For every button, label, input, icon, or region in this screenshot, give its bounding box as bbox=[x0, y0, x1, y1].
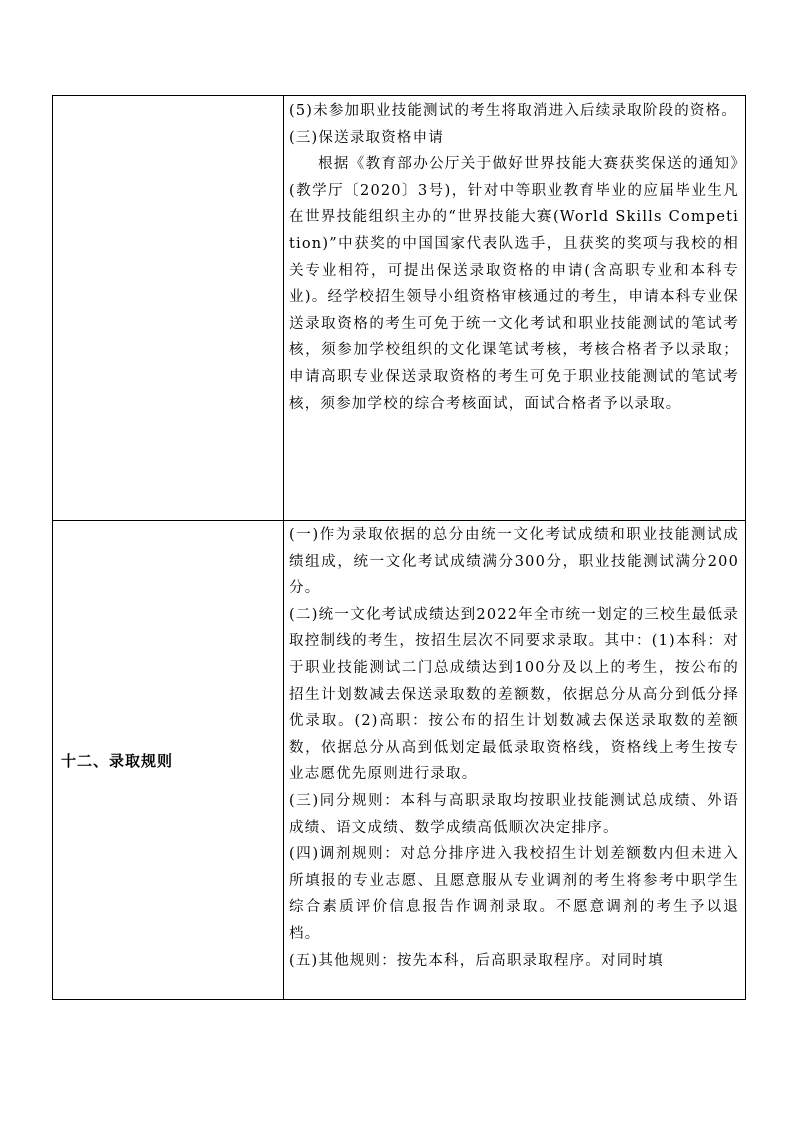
paragraph-recommendation-body: 根据《教育部办公厅关于做好世界技能大赛获奖保送的通知》(教学厅〔2020〕3号)，针对中等职业教育毕业的应届毕业生凡在世界技能组织主办的“世界技能大赛(World Skills Competition)”中获奖的中国国家代表队选手，且获奖的奖项与我校的相关专业相符，可提出保送录取资格的申请(含高职专业和本科专业)。经学校招生领导小组资格审核通过的考生，申请本科专业保送录取资格的考生可免于统一文化考试和职业技能测试的笔试考核，须参加学校组织的文化课笔试考核，考核合格者予以录取；申请高职专业保送录取资格的考生可免于职业技能测试的笔试考核，须参加学校的综合考核面试，面试合格者予以录取。 bbox=[289, 156, 739, 412]
row-label-cell bbox=[53, 96, 284, 521]
paragraph-recommendation-heading: (三)保送录取资格申请 bbox=[289, 129, 445, 146]
table-row bbox=[53, 521, 746, 1000]
paragraph-tie-rule: (三)同分规则：本科与高职录取均按职业技能测试总成绩、外语成绩、语文成绩、数学成绩高低顺次决定排序。 bbox=[289, 792, 739, 836]
admission-rules-table bbox=[52, 95, 746, 1000]
row-label-cell bbox=[53, 521, 284, 1000]
paragraph-other-rules: (五)其他规则：按先本科，后高职录取程序。对同时填 bbox=[289, 952, 664, 969]
paragraph-admission-by-level: (二)统一文化考试成绩达到2022年全市统一划定的三校生最低录取控制线的考生，按招生层次不同要求录取。其中：(1)本科：对于职业技能测试二门总成绩达到100分及以上的考生，按公布的招生计划数减去保送录取数的差额数，依据总分从高分到低分择优录取。(2)高职：按公布的招生计划数减去保送录取数的差额数，依据总分从高到低划定最低录取资格线，资格线上考生按专业志愿优先原则进行录取。 bbox=[289, 606, 739, 783]
paragraph-total-score: (一)作为录取依据的总分由统一文化考试成绩和职业技能测试成绩组成，统一文化考试成绩满分300分，职业技能测试满分200分。 bbox=[289, 527, 739, 597]
section-heading-admission-rules: 十二、录取规则 bbox=[61, 751, 174, 770]
table-row bbox=[53, 96, 746, 521]
row-content-cell bbox=[284, 521, 746, 1000]
paragraph-adjustment-rule: (四)调剂规则：对总分排序进入我校招生计划差额数内但未进入所填报的专业志愿、且愿意服从专业调剂的考生将参考中职学生综合素质评价信息报告作调剂录取。不愿意调剂的考生予以退档。 bbox=[289, 846, 739, 942]
row-content-cell bbox=[284, 96, 746, 521]
paragraph-item-5-ineligibility: (5)未参加职业技能测试的考生将取消进入后续录取阶段的资格。 bbox=[289, 103, 738, 119]
